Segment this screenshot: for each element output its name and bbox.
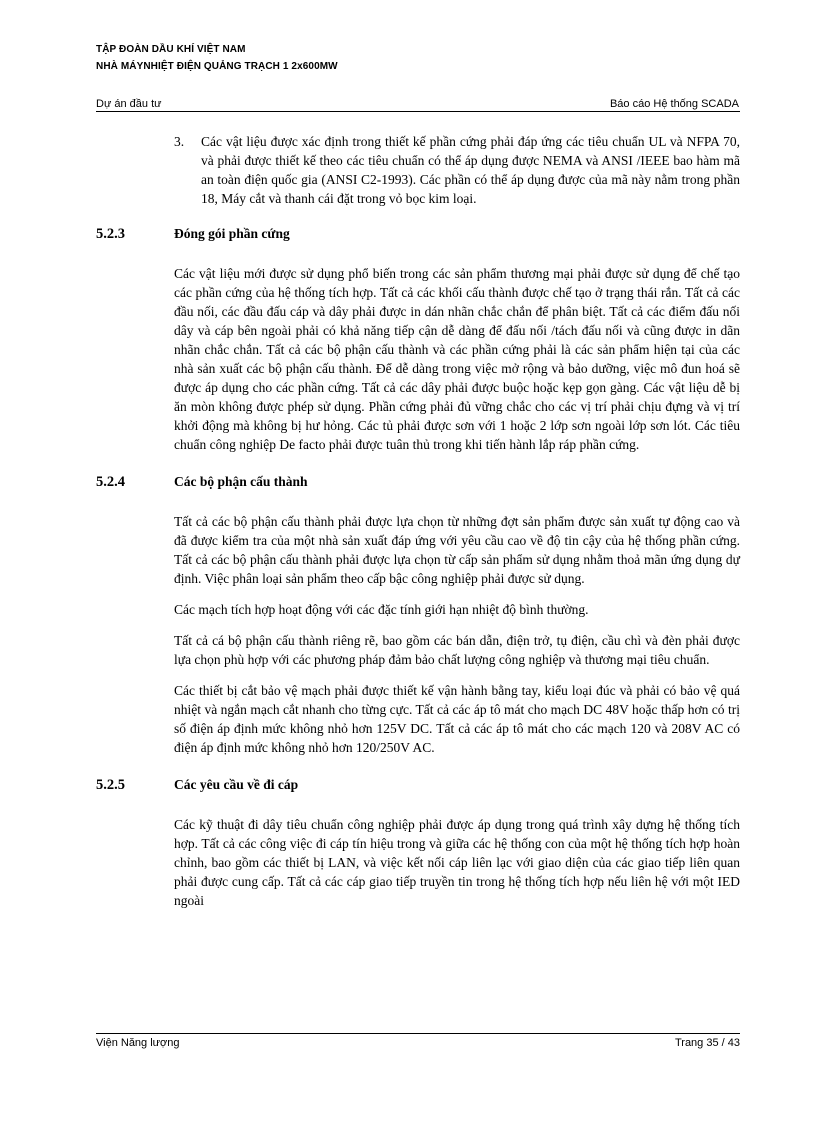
list-item-3: [174, 132, 740, 208]
list-item-number: 3.: [174, 134, 185, 149]
header-report-title: Báo cáo Hệ thống SCADA: [609, 98, 739, 110]
document-body: [96, 132, 740, 922]
section-heading-5-2-3: [96, 224, 740, 244]
section-title: Các bộ phận cấu thành: [174, 474, 308, 489]
header-divider: [96, 111, 740, 112]
paragraph: Các thiết bị cắt bảo vệ mạch phải được thiết kế vận hành bằng tay, kiểu loại đúc và phải có bảo vệ quá nhiệt và ngắn mạch cắt nhanh cho từng cực. Tất cả các áp tô mát cho mạch DC 48V hoặc thấp hơn có trị số điện áp định mức không nhỏ hơn 125V DC. Tất cả các áp tô mát cho các mạch 120 và 208V AC có điện áp định mức không nhỏ hơn 120/250V AC.: [174, 683, 740, 755]
plant-name: NHÀ MÁYNHIỆT ĐIỆN QUẢNG TRẠCH 1 2x600MW: [96, 61, 338, 72]
section-number: 5.2.4: [96, 474, 125, 490]
organization-name: TẬP ĐOÀN DẦU KHÍ VIỆT NAM: [96, 44, 246, 55]
section-title: Các yêu cầu về đi cáp: [174, 777, 299, 792]
list-item-text: Các vật liệu được xác định trong thiết kế phần cứng phải đáp ứng các tiêu chuẩn UL và NFPA 70, và phải được thiết kế theo các tiêu chuẩn có thể áp dụng được NEMA và ANSI /IEEE bao hàm mã an toàn điện quốc gia (ANSI C2-1993). Các phần có thể áp dụng được của mã này nằm trong phần 18, Máy cắt và thanh cái đặt trong vỏ bọc kim loại.: [201, 134, 740, 206]
footer-divider: [96, 1033, 740, 1034]
page-number: Trang 35 / 43: [674, 1037, 740, 1049]
paragraph: Tất cả các bộ phận cấu thành phải được lựa chọn từ những đợt sản phẩm được sản xuất tự động cao và đã được kiểm tra của một nhà sản xuất đáp ứng với yêu cầu cao về độ tin cậy của hệ thống phần cứng. Tất cả các bộ phận cấu thành phải được lựa chọn từ cấp sản phẩm sử dụng nhằm thoả mãn ứng dụng dự định. Việc phân loại sản phẩm theo cấp bậc công nghiệp phải được sử dụng.: [174, 514, 740, 586]
footer-institute: Viện Năng lượng: [96, 1037, 180, 1049]
header-project-label: Dự án đầu tư: [96, 98, 162, 110]
section-heading-5-2-5: [96, 775, 740, 795]
section-heading-5-2-4: [96, 472, 740, 492]
section-number: 5.2.3: [96, 226, 125, 242]
paragraph: Các kỹ thuật đi dây tiêu chuẩn công nghiệp phải được áp dụng trong quá trình xây dựng hệ thống tích hợp. Tất cả các công việc đi cáp tín hiệu trong và giữa các hệ thống con của một hệ thống tích hợp hoàn chỉnh, bao gồm các thiết bị LAN, và việc kết nối cáp liên lạc với giao diện của các giao tiếp liên quan phải được cung cấp. Tất cả các cáp giao tiếp truyền tin trong hệ thống tích hợp nếu liên hệ với một IED ngoài: [174, 817, 740, 908]
section-title: Đóng gói phần cứng: [174, 226, 290, 241]
paragraph: Các vật liệu mới được sử dụng phổ biến trong các sản phẩm thương mại phải được sử dụng để chế tạo các phần cứng của hệ thống tích hợp. Tất cả các khối cấu thành được chế tạo ở trạng thái rắn. Tất cả các đầu nối, các đầu đấu cáp và dây phải được in dán nhãn chắc chắn để phân biệt. Tất cả các điểm đấu nối dây và cáp bên ngoài phải có khả năng tiếp cận dễ dàng để đấu nối /tách đấu nối và cũng được in dãn nhãn chắc chắn. Tất cả các bộ phận cấu thành và các phần cứng phải là các sản phẩm hiện tại của các nhà sản xuất các bộ phận cấu thành. Để dễ dàng trong việc mở rộng và bảo dưỡng, việc mô đun hoá sẽ được áp dụng cho các phần cứng. Tất cả các dây phải được buộc hoặc kẹp gọn gàng. Các vật liệu dễ bị ăn mòn không được phép sử dụng. Phần cứng phải đủ vững chắc cho các vị trí phải chịu đựng và vị trí khởi động mà không bị hư hỏng. Các tủ phải được sơn với 1 hoặc 2 lớp sơn ngoài lớp sơn lót. Các tiêu chuẩn công nghiệp De facto phải được tuân thủ trong khi tiến hành lắp ráp phần cứng.: [174, 266, 740, 452]
paragraph: Các mạch tích hợp hoạt động với các đặc tính giới hạn nhiệt độ bình thường.: [174, 602, 589, 617]
section-number: 5.2.5: [96, 777, 125, 793]
paragraph: Tất cả cá bộ phận cấu thành riêng rẽ, bao gồm các bán dẫn, điện trở, tụ điện, cầu chì và đèn phải được lựa chọn phù hợp với các phương pháp đảm bảo chất lượng công nghiệp và thương mại tiêu chuẩn.: [174, 633, 740, 667]
